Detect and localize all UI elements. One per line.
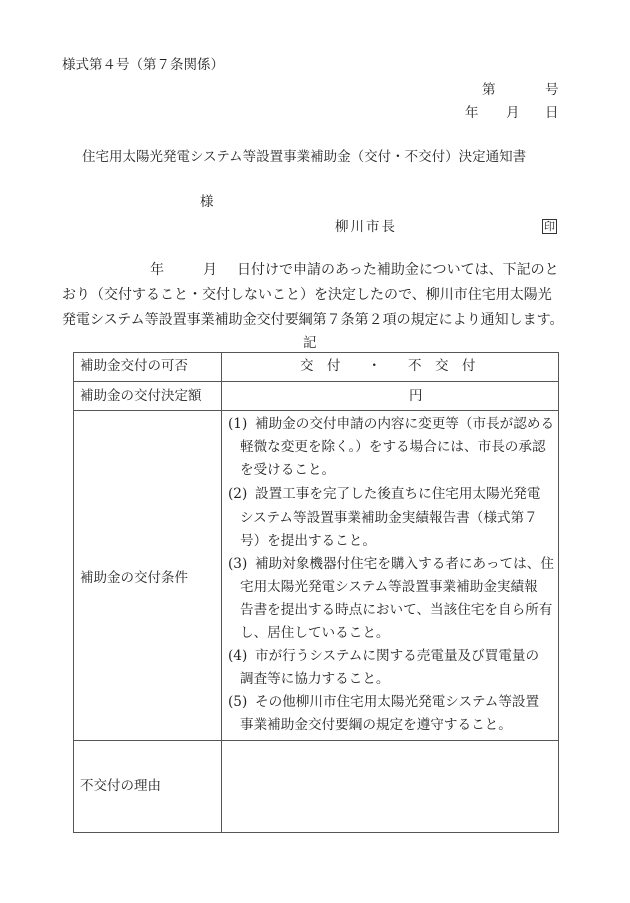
body-line-2: おり（交付すること・交付しないこと）を決定したので、柳川市住宅用太陽光 <box>62 287 552 303</box>
document-number-suffix: 号 <box>545 82 559 98</box>
document-number-prefix: 第 <box>482 82 496 98</box>
addressee-honorific: 様 <box>200 194 214 210</box>
condition-line: を受けること。 <box>240 462 336 478</box>
amount-label: 補助金の交付決定額 <box>80 388 202 404</box>
sender-name: 柳川市長 <box>335 219 397 235</box>
condition-line: 事業補助金交付要綱の規定を遵守すること。 <box>240 717 512 733</box>
condition-line: 宅用太陽光発電システム等設置事業補助金実績報 <box>240 579 538 595</box>
seal-mark: 印 <box>544 220 555 233</box>
body-line-3: 発電システム等設置事業補助金交付要綱第７条第２項の規定により通知します。 <box>62 312 564 328</box>
condition-number: (5) <box>228 694 248 710</box>
condition-line: 調査等に協力すること。 <box>240 671 390 687</box>
form-number: 様式第４号（第７条関係） <box>62 57 224 73</box>
condition-number: (4) <box>228 648 248 664</box>
date-day-label: 日 <box>545 105 559 121</box>
reason-label: 不交付の理由 <box>80 778 161 794</box>
condition-number: (3) <box>228 556 248 572</box>
body-line-1-year: 年 <box>150 262 164 278</box>
condition-line: し、居住していること。 <box>240 625 390 641</box>
body-line-1-text: 日付けで申請のあった補助金については、下記のと <box>237 262 559 278</box>
table-row-divider <box>74 381 558 382</box>
subsidy-decision-table <box>73 352 559 833</box>
document-title: 住宅用太陽光発電システム等設置事業補助金（交付・不交付）決定通知書 <box>82 149 527 165</box>
table-row-divider <box>74 410 558 411</box>
condition-line: 設置工事を完了した後直ちに住宅用太陽光発電 <box>255 486 541 502</box>
condition-number: (1) <box>228 416 248 432</box>
approval-value: 交 付 ・ 不 交 付 <box>300 358 476 374</box>
condition-line: 告書を提出する時点において、当該住宅を自ら所有 <box>240 602 553 618</box>
approval-label: 補助金交付の可否 <box>80 358 188 374</box>
conditions-label: 補助金の交付条件 <box>80 570 188 586</box>
date-year-label: 年 <box>465 105 479 121</box>
condition-line: 軽微な変更を除く。）をする場合には、市長の承認 <box>240 439 546 455</box>
amount-unit: 円 <box>409 388 423 404</box>
condition-line: その他柳川市住宅用太陽光発電システム等設置 <box>255 694 540 710</box>
condition-line: 号）を提出すること。 <box>240 533 376 549</box>
condition-line: 補助対象機器付住宅を購入する者にあっては、住 <box>255 556 554 572</box>
date-month-label: 月 <box>506 105 520 121</box>
condition-line: 補助金の交付申請の内容に変更等（市長が認める <box>255 416 555 432</box>
condition-number: (2) <box>228 486 248 502</box>
condition-line: 市が行うシステムに関する売電量及び買電量の <box>255 648 540 664</box>
reason-value-cell <box>222 741 558 832</box>
condition-line: システム等設置事業補助金実績報告書（様式第７ <box>240 510 538 526</box>
note-heading: 記 <box>303 335 317 351</box>
body-line-1-month: 月 <box>203 262 217 278</box>
